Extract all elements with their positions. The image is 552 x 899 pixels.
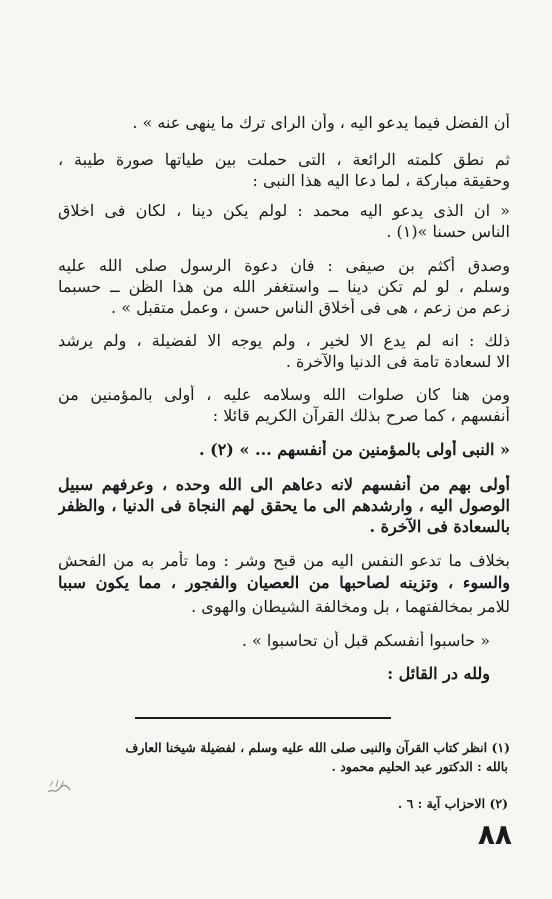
footnote: بالله : الدكتور عبد الحليم محمود . — [331, 759, 508, 774]
footnote-divider — [135, 717, 391, 719]
body-line: وسلم ، لو لم تكن دينا ــ واستغفر الله من هذا الظن ــ حسبما — [58, 277, 510, 296]
body-line: الوصول اليه ، وارشدهم الى ما يحقق لهم النجاة فى الدنيا ، والظفر — [58, 496, 510, 515]
body-line: أن الفضل فيما يدعو اليه ، وأن الراى ترك ما ينهى عنه » . — [132, 113, 510, 132]
body-line: ولله در القائل : — [387, 664, 490, 683]
body-line: « ان الذى يدعو اليه محمد : لولم يكن دينا ، لكان فى اخلاق — [58, 201, 510, 220]
hadith-quote: « حاسبوا أنفسكم قبل أن تحاسبوا » . — [241, 631, 490, 650]
body-line: بخلاف ما تدعو النفس اليه من قبح وشر : وما تأمر به من الفحش — [58, 551, 510, 570]
body-line: أنفسهم ، كما صرح بذلك القرآن الكريم قائلا : — [212, 406, 510, 425]
ink-smudge-mark — [46, 778, 72, 796]
body-line: ثم نطق كلمته الرائعة ، التى حملت بين طياتها صورة طيبة ، — [58, 150, 510, 169]
body-line: بالسعادة فى الآخرة . — [369, 517, 510, 536]
body-line: ذلك : انه لم يدع الا لخير ، ولم يوجه الا لفضيلة ، ولم يرشد — [58, 331, 510, 350]
body-line: الناس حسنا »(١) . — [386, 222, 510, 241]
body-line: زعم من زعم ، هى فى أخلاق الناس حسن ، وعمل متقبل » . — [111, 298, 510, 317]
body-line: ومن هنا كان صلوات الله وسلامه عليه ، أولى بالمؤمنين من — [58, 385, 510, 404]
body-line: وحقيقة مباركة ، لما دعا اليه هذا النبى : — [252, 171, 510, 190]
body-line: للامر بمخالفتهما ، بل ومخالفة الشيطان والهوى . — [191, 597, 510, 616]
footnote: (١) انظر كتاب القرآن والنبى صلى الله عليه وسلم ، لفضيلة شيخنا العارف — [125, 740, 510, 755]
body-line: وصدق أكثم بن صيفى : فان دعوة الرسول صلى الله عليه — [58, 256, 510, 275]
body-line: الا لسعادة تامة فى الدنيا والآخرة . — [285, 352, 510, 371]
quran-quote: « النبى أولى بالمؤمنين من أنفسهم ... » (٢) . — [198, 440, 510, 459]
body-line: والسوء ، وتزينه لصاحبها من العصيان والفجور ، مما يكون سببا — [58, 573, 510, 592]
footnote: (٢) الاحزاب آية : ٦ . — [397, 796, 508, 811]
body-line: أولى بهم من أنفسهم لانه دعاهم الى الله وحده ، وعرفهم سبيل — [58, 475, 510, 494]
page-number: ٨٨ — [477, 818, 512, 851]
